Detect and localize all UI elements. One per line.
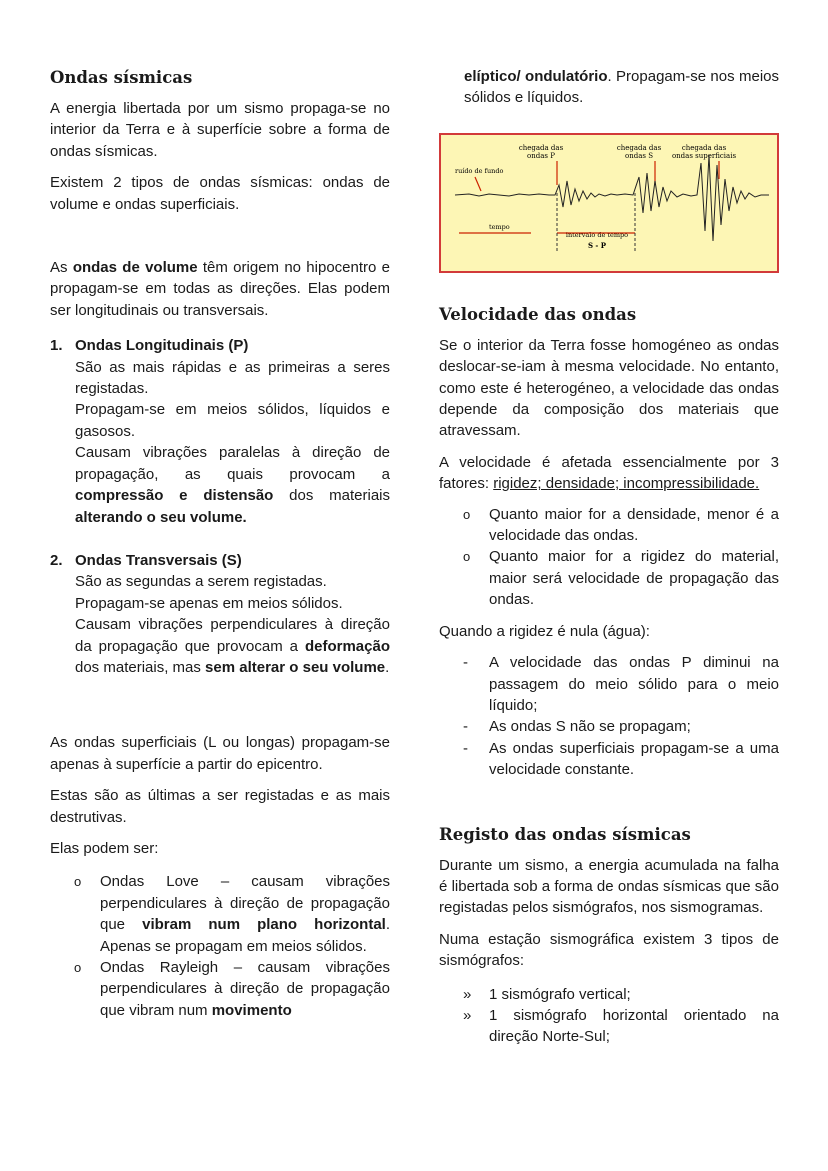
velocity-factors-paragraph: A velocidade é afetada essencialmente por 3 fatores: rigidez; densidade; incompressibilidade. [439, 453, 779, 493]
list-item-s-waves: - As ondas S não se propagam; [439, 716, 779, 737]
s-arrival-label: chegada das [616, 143, 662, 152]
section-title-ondas-sismicas: Ondas sísmicas [50, 68, 193, 87]
types-paragraph: Existem 2 tipos de ondas sísmicas: ondas de volume e ondas superficiais. [50, 174, 390, 213]
volume-waves-list [50, 335, 390, 678]
list-item-vertical: » 1 sismógrafo vertical; [439, 984, 779, 1005]
list-item-love: o Ondas Love – causam vibrações perpendiculares à direção de propagação que vibram num plano horizontal. Apenas se propagam em meios sólidos. [74, 873, 391, 955]
list-item-p-waves: - A velocidade das ondas P diminui na passagem do meio sólido para o meio líquido; [463, 654, 779, 714]
surface-arrival-label-2: ondas superficiais [671, 151, 737, 160]
velocity-paragraph: Se o interior da Terra fosse homogéneo as ondas deslocar-se-iam à mesma velocidade. No entanto, como este é heterogéneo, a velocidade das ondas depende da composição dos materiais que atravessam. [439, 336, 779, 440]
velocity-factors-list [439, 504, 779, 611]
ring-bullet-icon: o [74, 874, 82, 890]
s-minus-p-label: S - P [587, 240, 607, 250]
seismograph-list [439, 984, 779, 1048]
rigidity-null-intro: Quando a rigidez é nula (água): [439, 622, 650, 640]
registo-paragraph: Durante um sismo, a energia acumulada na falha é libertada sob a forma de ondas sísmicas que são registadas pelos sismógrafos, nos sismogramas. [439, 856, 779, 917]
surface-waves-list [50, 871, 390, 1021]
section-title-velocidade: Velocidade das ondas [439, 304, 637, 324]
p-arrival-label: chegada das [518, 143, 564, 152]
rayleigh-continuation: elíptico/ ondulatório. Propagam-se nos meios sólidos e líquidos. [464, 68, 779, 107]
volume-waves-paragraph: As ondas de volume têm origem no hipocentro e propagam-se em todas as direções. Elas podem ser longitudinais ou transversais. [50, 259, 390, 319]
surface-waves-types-intro: Elas podem ser: [50, 839, 159, 857]
ring-bullet-icon: o [463, 506, 471, 522]
seismogram-figure [439, 133, 779, 273]
guillemet-bullet-icon: » [463, 985, 472, 1003]
station-paragraph: Numa estação sismográfica existem 3 tipos de sismógrafos: [439, 930, 779, 970]
interval-label: intervalo de tempo [565, 230, 629, 239]
list-item-rigidity: o Quanto maior for a rigidez do material, maior será velocidade de propagação das ondas. [463, 548, 779, 609]
longitudinal-title: Ondas Longitudinais (P) [75, 337, 249, 355]
rigidity-null-list [439, 652, 779, 780]
p-arrival-label-2: ondas P [527, 151, 555, 160]
dash-bullet-icon: - [463, 739, 468, 757]
dash-bullet-icon: - [463, 718, 468, 736]
surface-waves-destructive: Estas são as últimas a ser registadas e as mais destrutivas. [50, 787, 390, 826]
ring-bullet-icon: o [74, 960, 82, 975]
surface-waves-paragraph: As ondas superficiais (L ou longas) propagam-se apenas à superfície a partir do epicentro. [50, 734, 390, 773]
noise-label: ruído de fundo [455, 166, 504, 175]
section-title-registo: Registo das ondas sísmicas [439, 824, 691, 844]
dash-bullet-icon: - [463, 654, 468, 672]
time-label: tempo [489, 222, 510, 231]
list-item-surface-waves: - As ondas superficiais propagam-se a uma velocidade constante. [463, 739, 779, 779]
right-column [439, 66, 779, 1048]
s-arrival-label-2: ondas S [625, 151, 653, 160]
list-item-transversal: 2. Ondas Transversais (S) São as segundas a serem registadas. Propagam-se apenas em meios sólidos. Causam vibrações perpendiculares à direção da propagação que provocam a deformação dos materiais, mas sem alterar o seu volume. [50, 551, 390, 676]
transversal-title: Ondas Transversais (S) [75, 551, 242, 569]
list-item-longitudinal: 1. Ondas Longitudinais (P) São as mais rápidas e as primeiras a seres registadas. Propagam-se em meios sólidos, líquidos e gasosos. Causam vibrações paralelas à direção de propagação, as quais provocam a compressão e distensão dos materiais alterando o seu volume. [50, 337, 391, 526]
guillemet-bullet-icon: » [463, 1006, 472, 1024]
intro-paragraph: A energia libertada por um sismo propaga-se no interior da Terra e à superfície sobre a forma de ondas sísmicas. [50, 100, 390, 160]
list-item-density: o Quanto maior for a densidade, menor é a velocidade das ondas. [463, 505, 779, 545]
ring-bullet-icon: o [463, 549, 471, 565]
surface-arrival-label: chegada das [681, 143, 727, 152]
left-column [50, 66, 390, 1021]
list-item-north-south: » 1 sismógrafo horizontal orientado na direção Norte-Sul; [463, 1006, 779, 1046]
list-item-rayleigh: o Ondas Rayleigh – causam vibrações perpendiculares à direção de propagação que vibram num movimento [74, 959, 390, 1019]
